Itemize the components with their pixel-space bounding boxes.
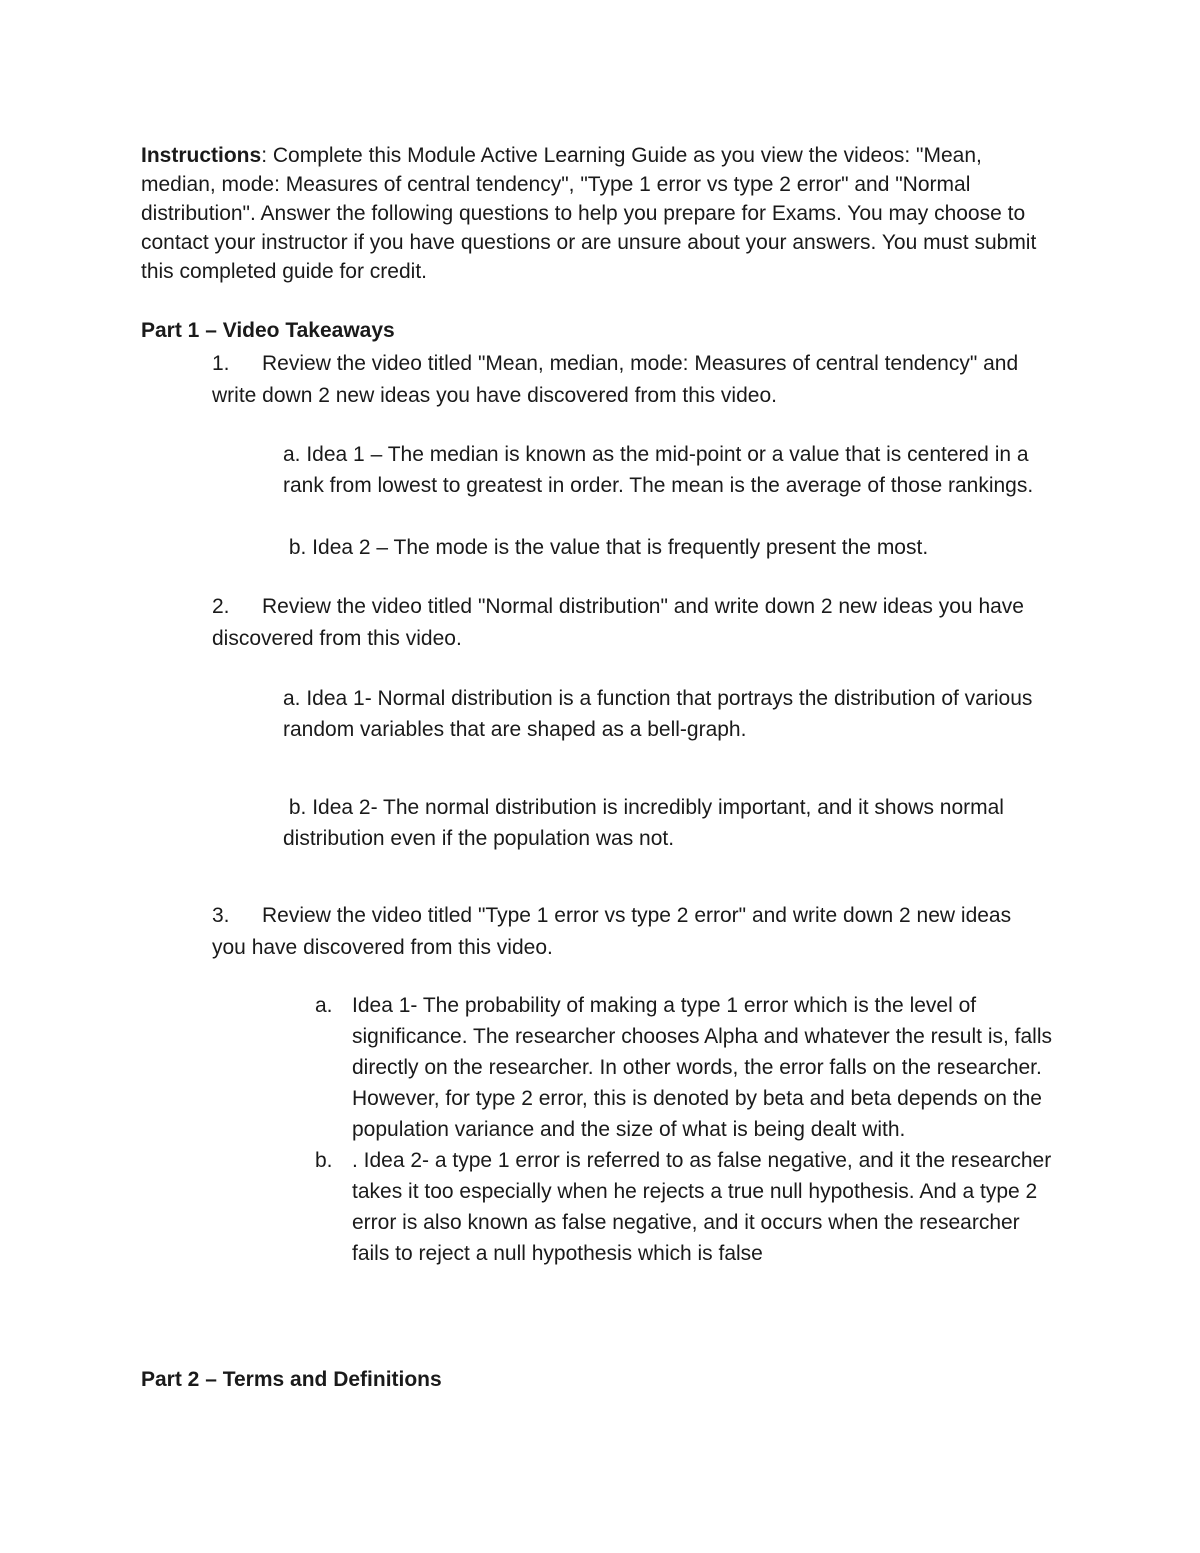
question-2-idea-b: b. Idea 2- The normal distribution is incredibly important, and it shows normal distribution even if the population was not. bbox=[283, 796, 1010, 850]
part2-heading: Part 2 – Terms and Definitions bbox=[141, 1368, 442, 1391]
question-2-number: 2. bbox=[212, 595, 230, 618]
question-1-text: Review the video titled "Mean, median, mode: Measures of central tendency" and write down 2 new ideas you have discovered from this video. bbox=[212, 352, 1019, 407]
question-3 bbox=[212, 900, 1042, 964]
question-1 bbox=[212, 348, 1042, 412]
question-1-idea-a: a. Idea 1 – The median is known as the mid-point or a value that is centered in a rank from lowest to greatest in order. The mean is the average of those rankings. bbox=[283, 443, 1034, 497]
part1-heading: Part 1 – Video Takeaways bbox=[141, 319, 395, 342]
question-2-idea-a: a. Idea 1- Normal distribution is a function that portrays the distribution of various random variables that are shaped as a bell-graph. bbox=[283, 687, 1033, 741]
question-3-idea-b-marker: b. bbox=[315, 1149, 333, 1172]
question-3-idea-a-marker: a. bbox=[315, 994, 333, 1017]
instructions-text: : Complete this Module Active Learning Guide as you view the videos: "Mean, median, mode: Measures of central tendency", "Type 1 error vs type 2 error" and "Normal distribution". Answer the following questions to help you prepare for Exams. You may choose to contact your instructor if you have questions or are unsure about your answers. You must submit this completed guide for credit. bbox=[141, 144, 1037, 283]
instructions-label: Instructions bbox=[141, 144, 262, 167]
question-3-idea-b bbox=[315, 1145, 1055, 1269]
question-3-number: 3. bbox=[212, 904, 230, 927]
question-2-text: Review the video titled "Normal distribution" and write down 2 new ideas you have discovered from this video. bbox=[212, 595, 1024, 650]
question-3-idea-b-text: . Idea 2- a type 1 error is referred to as false negative, and it the researcher takes it too especially when he rejects a true null hypothesis. And a type 2 error is also known as false negative, and it occurs when the researcher fails to reject a null hypothesis which is false bbox=[352, 1149, 1052, 1265]
instructions-paragraph bbox=[141, 141, 1061, 286]
question-2 bbox=[212, 591, 1042, 655]
question-3-text: Review the video titled "Type 1 error vs type 2 error" and write down 2 new ideas you have discovered from this video. bbox=[212, 904, 1012, 959]
question-3-idea-a bbox=[315, 990, 1055, 1145]
question-3-ideas-list bbox=[315, 990, 1055, 1269]
question-1-idea-b: b. Idea 2 – The mode is the value that is frequently present the most. bbox=[283, 536, 929, 559]
question-1-number: 1. bbox=[212, 352, 230, 375]
question-3-idea-a-text: Idea 1- The probability of making a type 1 error which is the level of significance. The researcher chooses Alpha and whatever the result is, falls directly on the researcher. In other words, the error falls on the researcher. However, for type 2 error, this is denoted by beta and beta depends on the population variance and the size of what is being dealt with. bbox=[352, 994, 1052, 1141]
